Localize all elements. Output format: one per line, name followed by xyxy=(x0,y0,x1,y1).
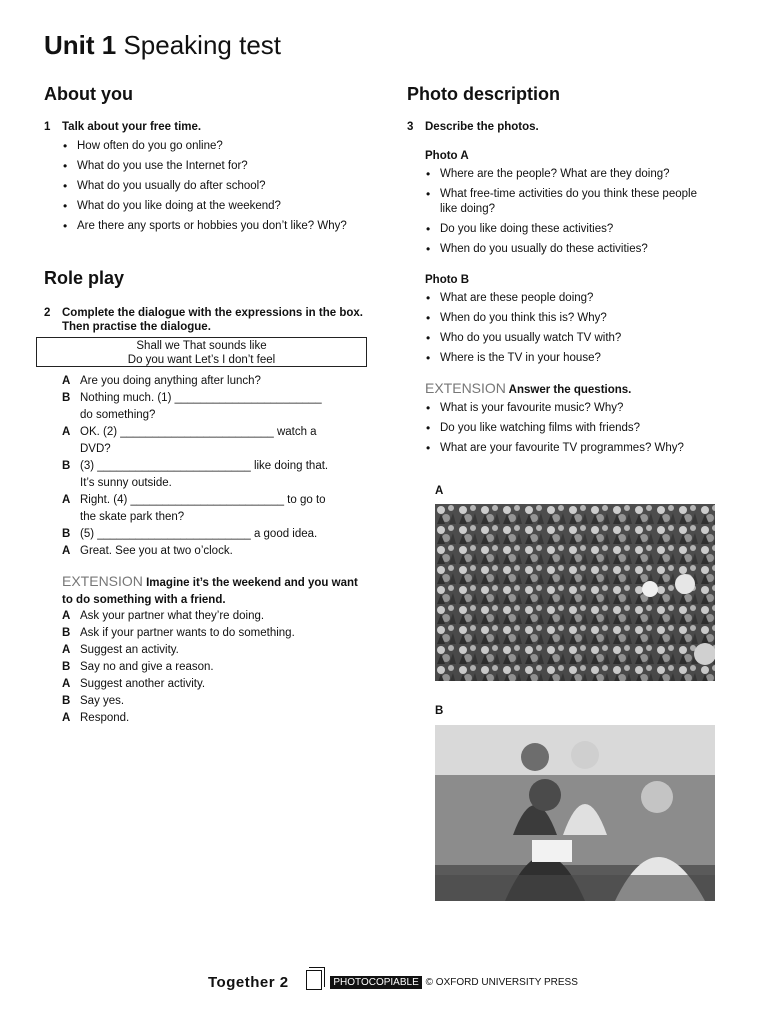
dialogue-text: (5) ________________________ a good idea. xyxy=(80,528,318,540)
item-text: Say yes. xyxy=(80,695,125,707)
extension-label: EXTENSION xyxy=(62,573,143,589)
footer-publisher: © OXFORD UNIVERSITY PRESS xyxy=(425,977,578,988)
question-1 xyxy=(44,121,364,133)
list-item: • Do you like watching films with friends? xyxy=(424,421,734,436)
speaker-label: B xyxy=(62,528,71,540)
about-bullets xyxy=(61,139,361,239)
dialogue-line xyxy=(44,390,374,424)
copy-icon xyxy=(306,970,322,990)
dialogue-text: Great. See you at two o’clock. xyxy=(80,545,233,557)
footer-brand: Together 2 xyxy=(208,974,289,991)
extension-1-items xyxy=(44,608,374,727)
extension-2-bullets xyxy=(424,401,734,461)
question-1-number: 1 xyxy=(44,121,51,133)
list-item: • What free-time activities do you think these people like doing? xyxy=(424,187,705,217)
dialogue-text: OK. (2) ________________________ watch a xyxy=(80,426,317,438)
item-text: Ask if your partner wants to do something. xyxy=(80,627,295,639)
list-item xyxy=(44,710,374,727)
speaker-label: A xyxy=(62,426,71,438)
dialogue-text: the skate park then? xyxy=(80,511,185,523)
photo-b-bullets xyxy=(424,291,724,371)
list-item: • Who do you usually watch TV with? xyxy=(424,331,724,346)
extension-label: EXTENSION xyxy=(425,380,506,396)
list-item: • What do you usually do after school? xyxy=(61,179,361,194)
speaker-label: A xyxy=(62,678,71,690)
list-item xyxy=(44,642,374,659)
dialogue-line xyxy=(44,492,374,526)
question-3-text: Describe the photos. xyxy=(425,121,539,133)
list-item: • What is your favourite music? Why? xyxy=(424,401,734,416)
extension-2 xyxy=(425,380,631,398)
extension-1 xyxy=(62,574,367,608)
question-2 xyxy=(44,306,380,334)
list-item: • Where are the people? What are they doing? xyxy=(424,167,724,182)
footer xyxy=(208,970,578,991)
list-item: • What are these people doing? xyxy=(424,291,724,306)
list-item: • What do you use the Internet for? xyxy=(61,159,361,174)
speaker-label: A xyxy=(62,494,71,506)
photo-a-label: Photo A xyxy=(425,150,469,162)
page-title xyxy=(44,30,281,61)
photocopiable-badge: PHOTOCOPIABLE xyxy=(330,976,421,989)
dialogue-text: Are you doing anything after lunch? xyxy=(80,375,261,387)
photo-b-caption: B xyxy=(435,705,444,717)
dialogue xyxy=(44,373,374,560)
crowd-photo-graphic xyxy=(435,504,715,681)
speaker-label: A xyxy=(62,712,71,724)
box-line-1: Shall we That sounds like xyxy=(136,340,267,352)
speaker-label: B xyxy=(62,392,71,404)
item-text: Suggest another activity. xyxy=(80,678,206,690)
dialogue-text: DVD? xyxy=(80,443,111,455)
speaker-label: B xyxy=(62,661,71,673)
list-item xyxy=(44,625,374,642)
dialogue-text: do something? xyxy=(80,409,156,421)
speaker-label: A xyxy=(62,644,71,656)
list-item xyxy=(44,608,374,625)
friends-watching-tv-graphic xyxy=(435,725,715,901)
dialogue-line xyxy=(44,373,374,390)
photo-a-caption: A xyxy=(435,485,444,497)
speaker-label: A xyxy=(62,545,71,557)
question-3-number: 3 xyxy=(407,121,414,133)
photo-a-crowd xyxy=(435,504,715,681)
speaker-label: B xyxy=(62,695,71,707)
list-item: • When do you think this is? Why? xyxy=(424,311,724,326)
dialogue-line xyxy=(44,543,374,560)
list-item: • What do you like doing at the weekend? xyxy=(61,199,361,214)
item-text: Ask your partner what they’re doing. xyxy=(80,610,265,622)
title-rest: Speaking test xyxy=(116,30,282,60)
item-text: Say no and give a reason. xyxy=(80,661,214,673)
list-item: • Where is the TV in your house? xyxy=(424,351,724,366)
list-item xyxy=(44,693,374,710)
list-item xyxy=(44,676,374,693)
list-item: • What are your favourite TV programmes? Why? xyxy=(424,441,734,456)
photo-description-heading: Photo description xyxy=(407,84,560,104)
speaker-label: B xyxy=(62,627,71,639)
box-line-2: Do you want Let’s I don’t feel xyxy=(127,354,276,366)
item-text: Respond. xyxy=(80,712,130,724)
dialogue-line xyxy=(44,526,374,543)
title-bold: Unit 1 xyxy=(44,30,117,60)
list-item: • Do you like doing these activities? xyxy=(424,222,724,237)
about-heading: About you xyxy=(44,84,133,104)
extension-text: Imagine it’s the weekend and you want to do something with a friend. xyxy=(62,577,358,606)
dialogue-text: It’s sunny outside. xyxy=(80,477,172,489)
dialogue-text: Nothing much. (1) _______________________ xyxy=(80,392,322,404)
question-3 xyxy=(407,121,539,133)
dialogue-text: (3) ________________________ like doing that. xyxy=(80,460,329,472)
dialogue-text: Right. (4) ________________________ to go to xyxy=(80,494,326,506)
list-item: • Are there any sports or hobbies you don’t like? Why? xyxy=(61,219,352,234)
dialogue-line xyxy=(44,424,374,458)
question-2-text: Complete the dialogue with the expressions in the box. Then practise the dialogue. xyxy=(62,307,363,333)
roleplay-heading: Role play xyxy=(44,268,125,288)
speaker-label: A xyxy=(62,375,71,387)
list-item: • How often do you go online? xyxy=(61,139,361,154)
photo-b-label: Photo B xyxy=(425,274,470,286)
expressions-box xyxy=(36,337,367,367)
list-item xyxy=(44,659,374,676)
dialogue-line xyxy=(44,458,374,492)
photo-a-bullets xyxy=(424,167,724,262)
item-text: Suggest an activity. xyxy=(80,644,179,656)
speaker-label: A xyxy=(62,610,71,622)
list-item: • When do you usually do these activities? xyxy=(424,242,724,257)
question-1-text: Talk about your free time. xyxy=(62,121,202,133)
extension-text: Answer the questions. xyxy=(505,384,632,396)
speaker-label: B xyxy=(62,460,71,472)
photo-b-friends-tv xyxy=(435,725,715,901)
question-2-number: 2 xyxy=(44,307,51,319)
